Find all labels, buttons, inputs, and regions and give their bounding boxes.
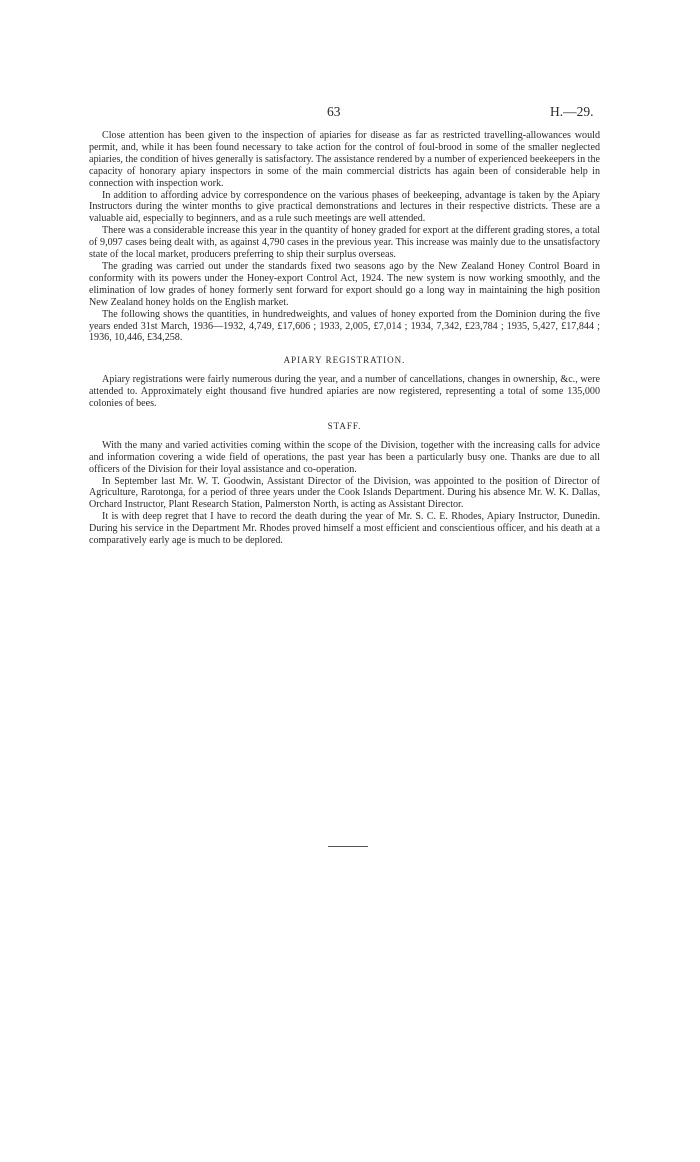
paragraph-apiary-inspection: Close attention has been given to the inspection of apiaries for disease as far as restricted travelling-allowances would permit, and, while it has been found necessary to take action for the control of foul-brood in some of the smaller neglected apiaries, the condition of hives generally is satisfactory. The assistance rendered by a number of experienced beekeepers in the capacity of honorary apiary inspectors in some of the main commercial districts has again been of considerable help in connection with inspection work.: [89, 130, 600, 189]
page-number: 63: [327, 104, 341, 119]
document-body: [89, 130, 600, 547]
paragraph-grading-standards: The grading was carried out under the standards fixed two seasons ago by the New Zealand Honey Control Board in conformity with its powers under the Honey-export Control Act, 1924. The new system is now working smoothly, and the elimination of low grades of honey formerly sent forward for export should go a long way in maintaining the high position New Zealand honey holds on the English market.: [89, 260, 600, 308]
paragraph-grading-increase: There was a considerable increase this year in the quantity of honey graded for export at the different grading stores, a total of 9,097 cases being dealt with, as against 4,790 cases in the previous year. This increase was mainly due to the unsatisfactory state of the local market, producers preferring to ship their surplus overseas.: [89, 225, 600, 261]
document-reference: H.—29.: [550, 104, 594, 119]
paragraph-advice-demonstrations: In addition to affording advice by correspondence on the various phases of beekeeping, advantage is taken by the Apiary Instructors during the winter months to give practical demonstrations and lectures in their respective districts. These are a valuable aid, especially to beginners, and as a rule such meetings are well attended.: [89, 189, 600, 225]
section-heading-staff: STAFF.: [327, 420, 362, 431]
end-rule-divider: [328, 846, 368, 847]
paragraph-staff-obituary: It is with deep regret that I have to record the death during the year of Mr. S. C. E. Rhodes, Apiary Instructor, Dunedin. During his service in the Department Mr. Rhodes proved himself a most efficient and conscientious officer, and his death at a comparatively early age is much to be deplored.: [89, 511, 600, 547]
paragraph-staff-activities: With the many and varied activities coming within the scope of the Division, together with the increasing calls for advice and information covering a wide field of operations, the past year has been a particularly busy one. Thanks are due to all officers of the Division for their loyal assistance and co-operation.: [89, 439, 600, 475]
page-header: [0, 104, 700, 120]
section-heading-apiary-registration: APIARY REGISTRATION.: [283, 355, 406, 366]
paragraph-staff-appointment: In September last Mr. W. T. Goodwin, Assistant Director of the Division, was appointed to the position of Director of Agriculture, Rarotonga, for a period of three years under the Cook Islands Department. During his absence Mr. W. K. Dallas, Orchard Instructor, Plant Research Station, Palmerston North, is acting as Assistant Director.: [89, 475, 600, 511]
paragraph-apiary-registration: Apiary registrations were fairly numerous during the year, and a number of cancellations, changes in ownership, &c., were attended to. Approximately eight thousand five hundred apiaries are now registered, representing a total of some 135,000 colonies of bees.: [89, 374, 600, 410]
paragraph-export-figures: The following shows the quantities, in hundredweights, and values of honey exported from the Dominion during the five years ended 31st March, 1936—1932, 4,749, £17,606 ; 1933, 2,005, £7,014 ; 1934, 7,342, £23,784 ; 1935, 5,427, £17,844 ; 1936, 10,446, £34,258.: [89, 308, 600, 344]
